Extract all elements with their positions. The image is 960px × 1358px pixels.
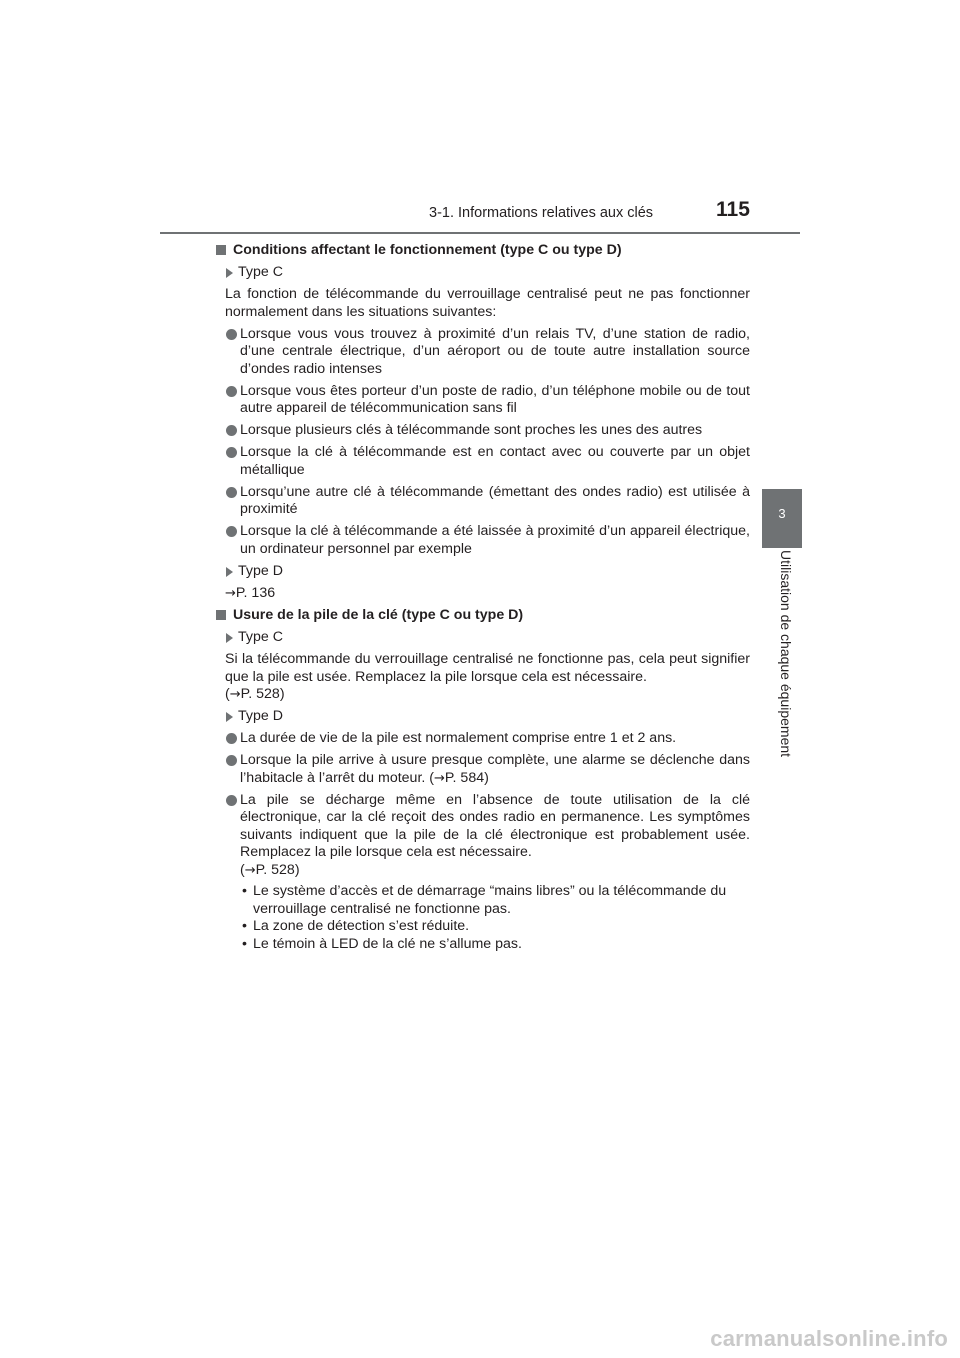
list-item: Lorsque vous êtes porteur d’un poste de radio, d’un téléphone mobile ou de tout autre appareil de télécommunication sans fil xyxy=(216,383,750,418)
list-item: Lorsque la clé à télécommande a été laissée à proximité d’un appareil électrique, un ordinateur personnel par exemple xyxy=(216,523,750,558)
list-item: Lorsque la clé à télécommande est en contact avec ou couverte par un objet métallique xyxy=(216,444,750,479)
paragraph: La fonction de télécommande du verrouillage centralisé peut ne pas fonctionner normalement dans les situations suivantes: xyxy=(225,286,750,320)
list-item: Lorsqu’une autre clé à télécommande (émettant des ondes radio) est utilisée à proximité xyxy=(216,484,750,519)
main-content xyxy=(216,242,750,953)
type-d-label: Type D xyxy=(216,563,750,581)
page-reference[interactable]: P. 528) xyxy=(240,686,285,702)
list-item: Lorsque plusieurs clés à télécommande sont proches les unes des autres xyxy=(216,422,750,440)
list-item: La pile se décharge même en l’absence de toute utilisation de la clé électronique, car la clé reçoit des ondes radio en permanence. Les symptômes suivants indiquent que la pile de la clé électronique est probablement usée. Remplacez la pile lorsque cela est nécessaire. (→P. 528) xyxy=(216,792,750,880)
heading-conditions: Conditions affectant le fonctionnement (type C ou type D) xyxy=(216,242,750,260)
circle-bullet-icon xyxy=(226,386,237,397)
page-reference[interactable]: →P. 136 xyxy=(225,584,276,601)
watermark-text: carmanualsonline.info xyxy=(710,1326,948,1351)
square-bullet-icon xyxy=(216,245,226,255)
paragraph: Si la télécommande du verrouillage centralisé ne fonctionne pas, cela peut signifier que la pile est usée. Remplacez la pile lorsque cela est nécessaire. (→P. 528) xyxy=(225,651,750,702)
triangle-arrow-icon xyxy=(226,633,233,643)
chapter-tab xyxy=(762,489,802,548)
page-reference[interactable]: P. 584) xyxy=(444,769,489,786)
triangle-arrow-icon xyxy=(226,268,233,278)
chapter-label: Utilisation de chaque équipement xyxy=(778,550,794,758)
right-arrow-icon: → xyxy=(225,585,236,601)
circle-bullet-icon xyxy=(226,425,237,436)
watermark xyxy=(0,1324,960,1358)
sub-list-item: • Le système d’accès et de démarrage “mains libres” ou la télécommande du verrouillage centralisé ne fonctionne pas. xyxy=(242,883,727,917)
triangle-arrow-icon xyxy=(226,567,233,577)
chapter-number: 3 xyxy=(778,506,786,521)
circle-bullet-icon xyxy=(226,795,237,806)
sub-list-item: • La zone de détection s’est réduite. xyxy=(242,918,470,934)
header-rule xyxy=(160,232,800,234)
type-d-label: Type D xyxy=(216,708,750,726)
page-number: 115 xyxy=(716,198,750,221)
right-arrow-icon: → xyxy=(244,862,256,878)
right-arrow-icon: → xyxy=(434,770,445,786)
heading-battery: Usure de la pile de la clé (type C ou type D) xyxy=(216,607,750,625)
triangle-arrow-icon xyxy=(226,712,233,722)
type-c-label: Type C xyxy=(216,264,750,282)
circle-bullet-icon xyxy=(226,526,237,537)
circle-bullet-icon xyxy=(226,755,237,766)
list-item: Lorsque vous vous trouvez à proximité d’un relais TV, d’une station de radio, d’une centrale électrique, d’un aéroport ou de toute autre installation source d’ondes radio intenses xyxy=(216,326,750,379)
list-item: Lorsque la pile arrive à usure presque complète, une alarme se déclenche dans l’habitacle à l’arrêt du moteur. (→P. 584) xyxy=(216,752,750,787)
type-c-label: Type C xyxy=(216,629,750,647)
circle-bullet-icon xyxy=(226,733,237,744)
circle-bullet-icon xyxy=(226,447,237,458)
right-arrow-icon: → xyxy=(229,687,241,702)
square-bullet-icon xyxy=(216,610,226,620)
section-title: 3-1. Informations relatives aux clés xyxy=(429,205,654,221)
list-item: La durée de vie de la pile est normalement comprise entre 1 et 2 ans. xyxy=(216,730,750,748)
circle-bullet-icon xyxy=(226,487,237,498)
sub-list-item: • Le témoin à LED de la clé ne s’allume pas. xyxy=(242,935,522,952)
page-header xyxy=(0,0,960,240)
circle-bullet-icon xyxy=(226,329,237,340)
page-reference[interactable]: P. 528) xyxy=(255,861,300,878)
